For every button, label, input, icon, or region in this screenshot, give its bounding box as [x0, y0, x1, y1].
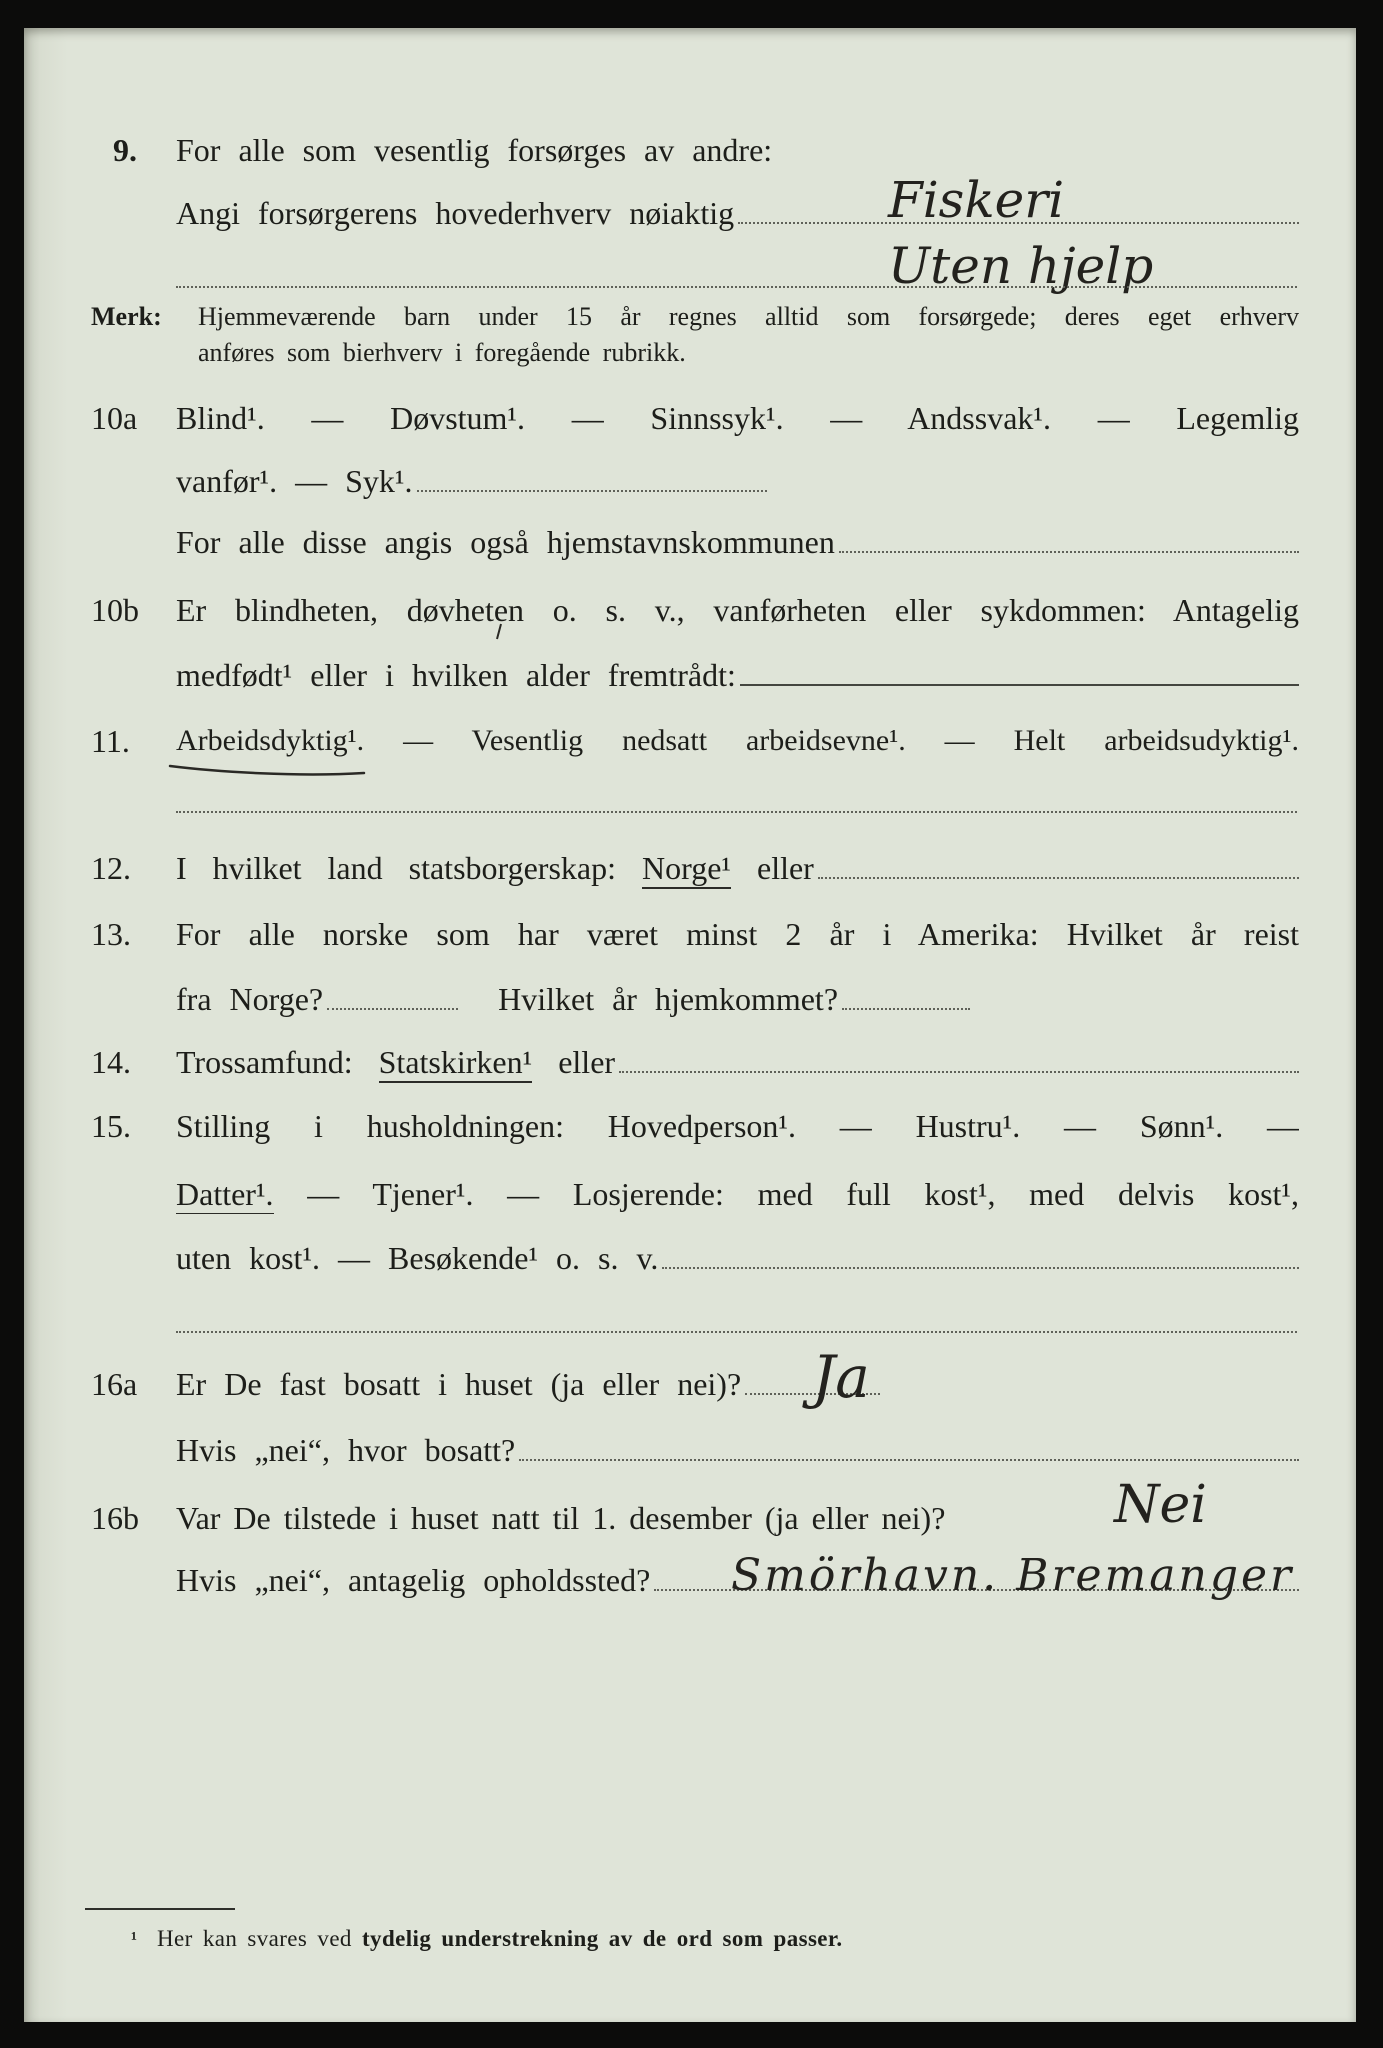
note-label: Merk: — [91, 302, 162, 331]
footnote-text-plain: Her kan svares ved — [157, 1926, 352, 1951]
question-line — [176, 1364, 1299, 1404]
question-text: uten kost¹. — Besøkende¹ o. s. v. — [176, 1240, 659, 1276]
handwritten-answer-present: Nei — [1114, 1475, 1207, 1535]
question-16a-line-2 — [91, 1430, 1299, 1470]
question-15-line-2 — [91, 1174, 1299, 1214]
question-text: vanfør¹. — Syk¹. — [176, 463, 413, 499]
underlined-choice: Statskirken¹ — [379, 1044, 533, 1083]
answer-line — [740, 655, 1299, 686]
note-line-1 — [91, 300, 1299, 334]
question-10a-line-2 — [91, 461, 1299, 501]
question-line — [176, 461, 1299, 501]
question-text: Var De tilstede i huset natt til 1. desember (ja eller nei)? — [176, 1500, 946, 1536]
question-13-line-2 — [91, 979, 1299, 1019]
question-number: 16b — [91, 1500, 139, 1536]
question-number: 11. — [91, 723, 130, 759]
question-line — [176, 193, 1299, 233]
dotted-answer-line — [519, 1430, 1299, 1461]
question-13-line-1 — [91, 914, 1299, 954]
dotted-answer-line — [818, 848, 1299, 879]
handwritten-answer-place: Smörhavn. Bremanger — [731, 1550, 1295, 1601]
question-line — [176, 848, 1299, 888]
question-number: 12. — [91, 850, 131, 886]
underlined-choice: Norge¹ — [642, 850, 731, 889]
question-text: Arbeidsdyktig¹. — Vesentlig nedsatt arbeidsevne¹. — Helt arbeidsudyktig¹. — [176, 724, 1299, 757]
footnote-rule — [85, 1908, 235, 1910]
question-text: Hvilket år hjemkommet? — [498, 981, 839, 1017]
dotted-answer-line — [842, 979, 970, 1010]
question-number: 15. — [91, 1108, 131, 1144]
question-text: fra Norge? — [176, 981, 324, 1017]
footnote-text — [157, 1924, 843, 1954]
question-11 — [91, 721, 1299, 761]
question-text: Er blindheten, døvheten o. s. v., vanførheten eller sykdommen: Antagelig — [176, 592, 1299, 628]
question-line — [176, 1238, 1299, 1278]
question-text-before: I hvilket land statsborgerskap: — [176, 850, 616, 886]
handwritten-answer-resident: Ja — [812, 1343, 870, 1411]
question-9-line-1 — [91, 130, 1299, 170]
question-9-line-2 — [91, 193, 1299, 233]
dotted-answer-line — [176, 1331, 1297, 1333]
question-10a-line-1 — [91, 398, 1299, 438]
question-line — [176, 522, 1299, 562]
question-text: medfødt¹ eller i hvilken alder fremtrådt: — [176, 657, 736, 693]
question-14 — [91, 1042, 1299, 1082]
question-text: Hvis „nei“, antagelig opholdssted? — [176, 1562, 651, 1598]
note-text: Hjemmeværende barn under 15 år regnes alltid som forsørgede; deres eget erhverv — [198, 302, 1299, 331]
question-line — [176, 979, 1299, 1019]
pen-underline — [168, 760, 368, 784]
question-text — [176, 848, 814, 888]
question-12 — [91, 848, 1299, 888]
question-text: Stilling i husholdningen: Hovedperson¹. — Hustru¹. — Sønn¹. — — [176, 1108, 1299, 1144]
handwritten-answer-note: Uten hjelp — [888, 237, 1154, 295]
question-text — [176, 1042, 615, 1082]
question-number: 13. — [91, 916, 131, 952]
dotted-answer-line — [619, 1042, 1299, 1073]
question-text: Angi forsørgerens hovederhverv nøiaktig — [176, 195, 735, 231]
question-text-after: eller — [558, 1044, 616, 1080]
dotted-answer-line — [327, 979, 458, 1010]
question-10b-line-2 — [91, 655, 1299, 695]
question-text: Er De fast bosatt i huset (ja eller nei)? — [176, 1366, 742, 1402]
question-10a-line-3 — [91, 522, 1299, 562]
question-10b-line-1 — [91, 590, 1299, 630]
question-text-after: eller — [756, 850, 814, 886]
note-text: anføres som bierhverv i foregående rubrikk. — [198, 338, 686, 367]
footnote-text-bold: tydelig understrekning av de ord som passer. — [361, 1926, 843, 1951]
dotted-answer-line — [417, 461, 767, 492]
question-15-line-1 — [91, 1106, 1299, 1146]
pen-mark — [492, 622, 506, 642]
underlined-choice: Datter¹. — [176, 1176, 274, 1214]
question-text-before: Trossamfund: — [176, 1044, 353, 1080]
handwritten-answer-occupation: Fiskeri — [888, 171, 1065, 229]
question-text: Blind¹. — Døvstum¹. — Sinnssyk¹. — Andssvak¹. — Legemlig — [176, 400, 1299, 436]
dotted-answer-line — [176, 286, 1297, 288]
question-number: 16a — [91, 1366, 138, 1402]
question-number: 10a — [91, 400, 138, 436]
question-text-rest: — Tjener¹. — Losjerende: med full kost¹, med delvis kost¹, — [307, 1176, 1299, 1212]
question-number: 14. — [91, 1044, 131, 1080]
question-15-line-3 — [91, 1238, 1299, 1278]
question-text: Hvis „nei“, hvor bosatt? — [176, 1432, 516, 1468]
question-text: For alle norske som har været minst 2 år i Amerika: Hvilket år reist — [176, 916, 1299, 952]
question-line — [176, 1042, 1299, 1082]
question-line — [176, 655, 1299, 695]
question-text: For alle som vesentlig forsørges av andre: — [176, 132, 773, 168]
question-number: 9. — [113, 132, 137, 168]
dotted-answer-line — [839, 522, 1299, 553]
dotted-answer-line — [176, 811, 1297, 813]
question-text — [176, 1174, 1299, 1214]
dotted-answer-line — [662, 1238, 1299, 1269]
question-16a-line-1 — [91, 1364, 1299, 1404]
question-line — [176, 1430, 1299, 1470]
note-line-2 — [91, 336, 1299, 370]
footnote-marker: ¹ — [131, 1928, 138, 1950]
question-text: For alle disse angis også hjemstavnskommunen — [176, 524, 835, 560]
question-number: 10b — [91, 592, 139, 628]
